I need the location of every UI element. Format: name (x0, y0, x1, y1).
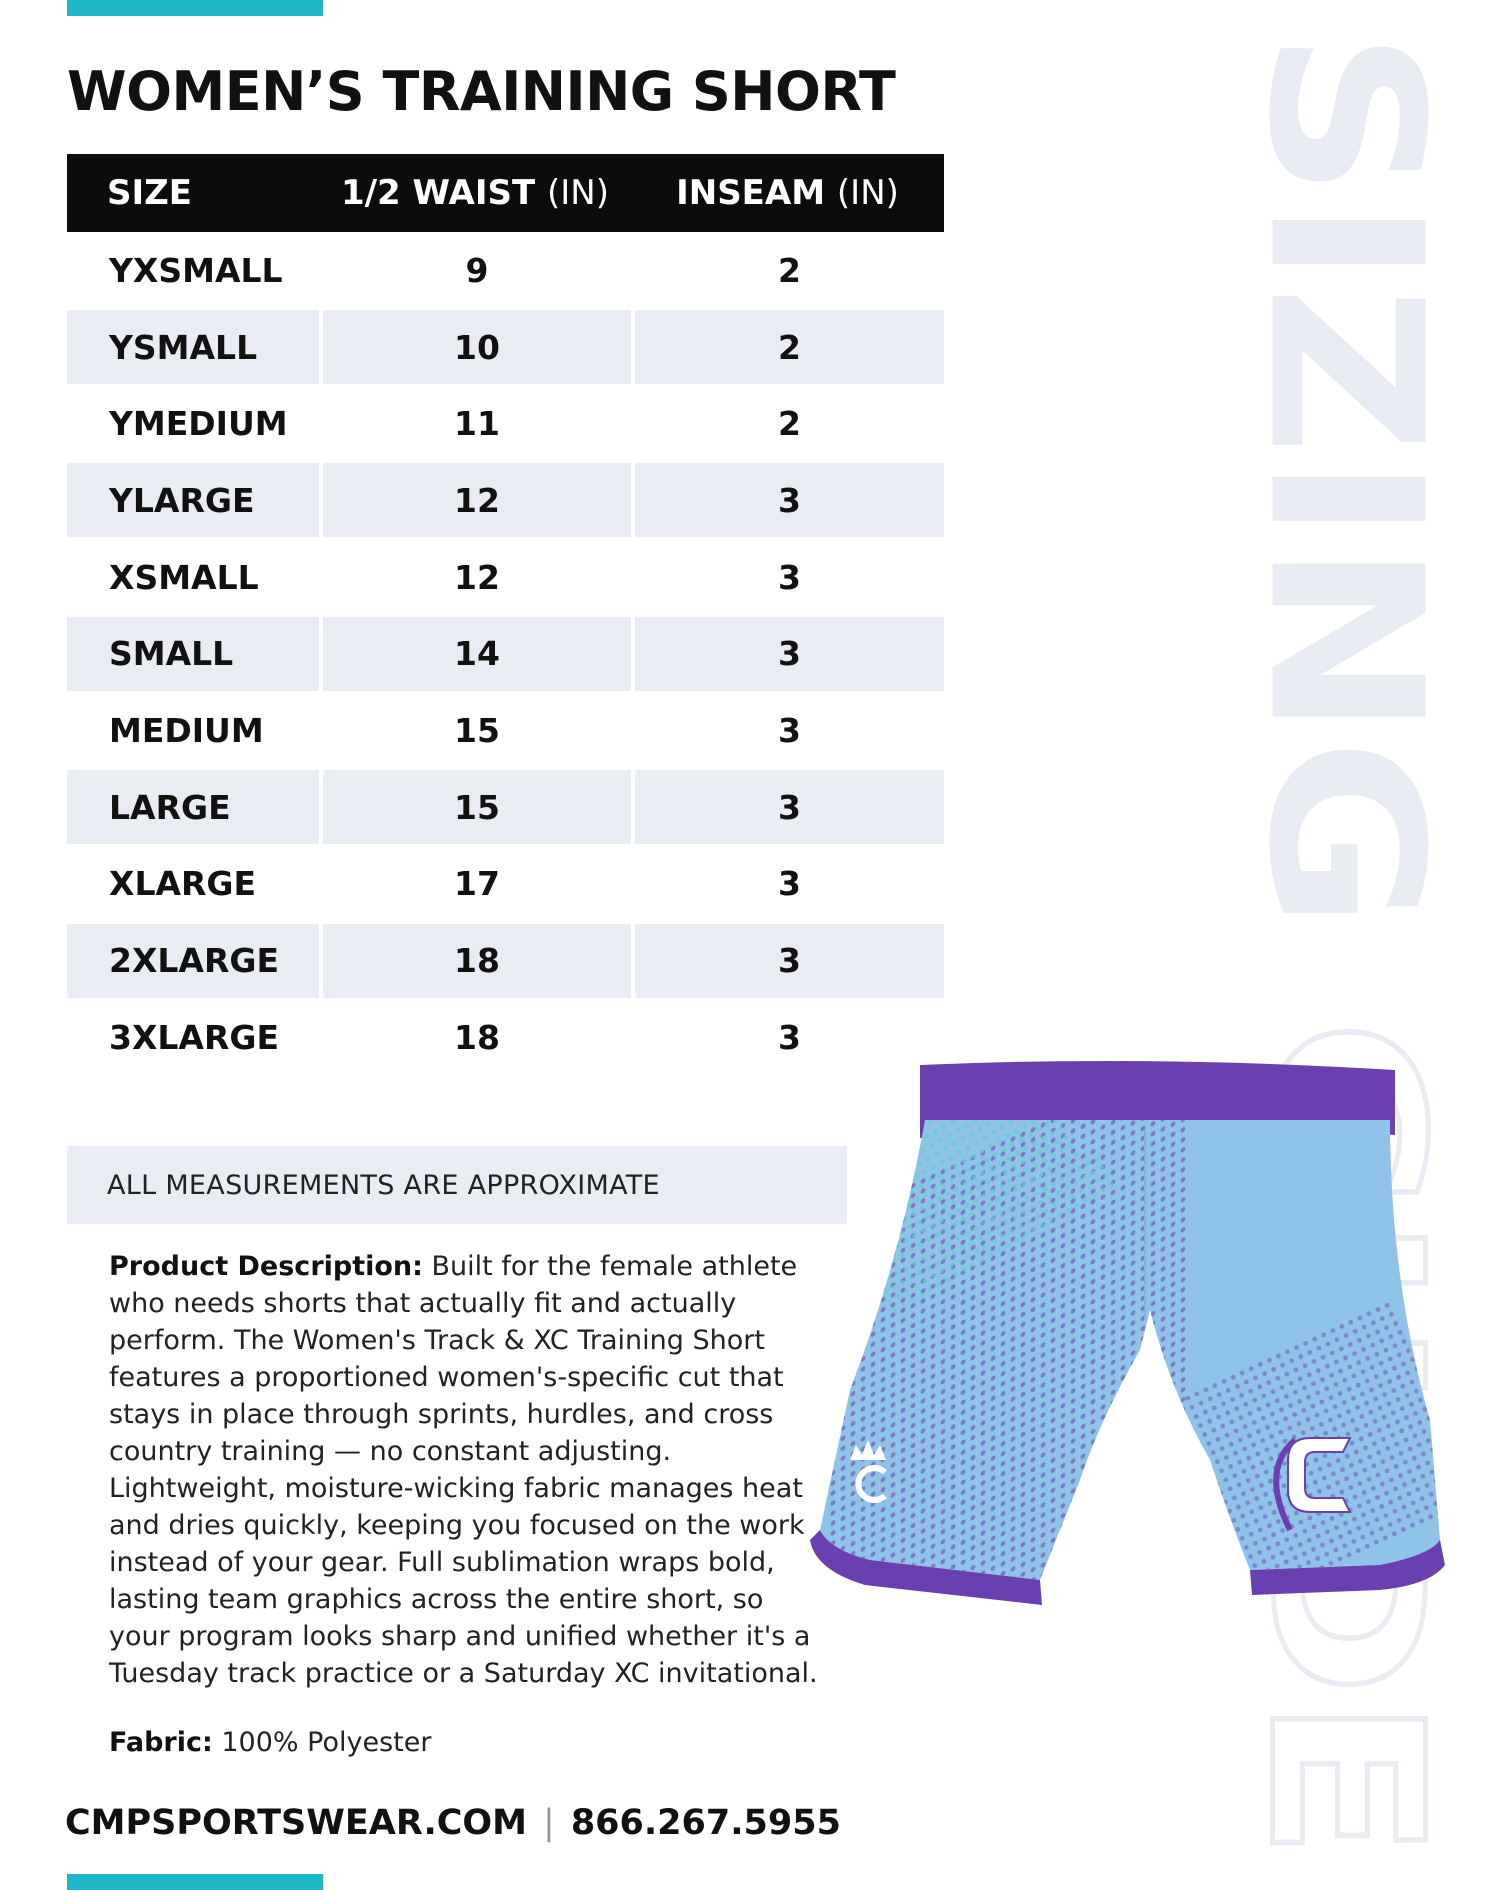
table-row (67, 232, 944, 309)
fabric-info (109, 1727, 431, 1758)
cell-size: XSMALL (109, 557, 259, 597)
header-inseam-label: INSEAM (676, 173, 826, 213)
cell-inseam: 3 (778, 864, 801, 904)
size-table (67, 154, 944, 1076)
cell-inseam: 3 (778, 1017, 801, 1057)
table-row (67, 309, 944, 386)
product-image-training-short (790, 1060, 1480, 1700)
cell-size: 3XLARGE (109, 1017, 280, 1057)
footer-website-link[interactable]: CMPSPORTSWEAR.COM (65, 1803, 528, 1843)
fabric-value: 100% Polyester (212, 1727, 432, 1758)
header-inseam (631, 173, 944, 213)
cell-size: XLARGE (109, 864, 257, 904)
header-size: SIZE (107, 173, 193, 213)
header-waist-unit: (IN) (547, 173, 610, 213)
accent-bar-top (67, 0, 323, 16)
cell-size: 2XLARGE (67, 924, 319, 998)
measurement-note: ALL MEASUREMENTS ARE APPROXIMATE (67, 1146, 847, 1224)
cell-waist: 15 (454, 710, 500, 750)
page-title: WOMEN’S TRAINING SHORT (67, 60, 896, 123)
table-row (67, 922, 944, 999)
table-row (67, 769, 944, 846)
header-waist (319, 173, 631, 213)
cell-waist: 17 (454, 864, 500, 904)
cell-size: MEDIUM (109, 710, 264, 750)
cell-waist: 15 (323, 770, 631, 844)
table-header (67, 154, 944, 232)
cell-waist: 9 (465, 250, 489, 290)
cell-inseam: 2 (635, 310, 944, 384)
cell-waist: 14 (323, 617, 631, 691)
fabric-label: Fabric: (109, 1727, 213, 1758)
cell-inseam: 3 (778, 557, 801, 597)
cell-size: SMALL (67, 617, 319, 691)
table-row (67, 385, 944, 462)
header-inseam-unit: (IN) (836, 173, 899, 213)
cell-inseam: 3 (635, 770, 944, 844)
cell-inseam: 2 (778, 250, 801, 290)
table-row (67, 846, 944, 923)
cell-size: LARGE (67, 770, 319, 844)
cell-waist: 12 (454, 557, 500, 597)
cell-inseam: 2 (778, 404, 801, 444)
cell-waist: 12 (323, 463, 631, 537)
watermark-sizing: SIZING (1222, 30, 1468, 838)
description-label: Product Description: (109, 1251, 423, 1282)
cell-waist: 18 (454, 1017, 500, 1057)
cell-waist: 10 (323, 310, 631, 384)
footer-separator: | (543, 1803, 555, 1843)
cell-size: YLARGE (67, 463, 319, 537)
footer-contact (65, 1803, 841, 1843)
cell-inseam: 3 (635, 924, 944, 998)
table-row (67, 692, 944, 769)
cell-inseam: 3 (635, 463, 944, 537)
cell-waist: 11 (454, 404, 500, 444)
accent-bar-bottom (67, 1874, 323, 1890)
table-row (67, 539, 944, 616)
description-text: Built for the female athlete who needs shorts that actually fit and actually perform. The Women's Track & XC Training Short features a proportioned women's-specific cut that stays in place through sprints, hurdles, and cross country training — no constant adjusting. Lightweight, moisture-wicking fabric manages heat and dries quickly, keeping you focused on the work instead of your gear. Full sublimation wraps bold, lasting team graphics across the entire short, so your program looks sharp and unified whether it's a Tuesday track practice or a Saturday XC invitational. (109, 1251, 818, 1689)
table-row (67, 462, 944, 539)
table-row (67, 615, 944, 692)
cell-size: YMEDIUM (109, 404, 288, 444)
header-waist-label: 1/2 WAIST (340, 173, 536, 213)
cell-inseam: 3 (635, 617, 944, 691)
cell-inseam: 3 (778, 710, 801, 750)
product-description (109, 1248, 819, 1692)
cell-waist: 18 (323, 924, 631, 998)
cell-size: YSMALL (67, 310, 319, 384)
cell-size: YXSMALL (109, 250, 283, 290)
footer-phone[interactable]: 866.267.5955 (570, 1803, 841, 1843)
